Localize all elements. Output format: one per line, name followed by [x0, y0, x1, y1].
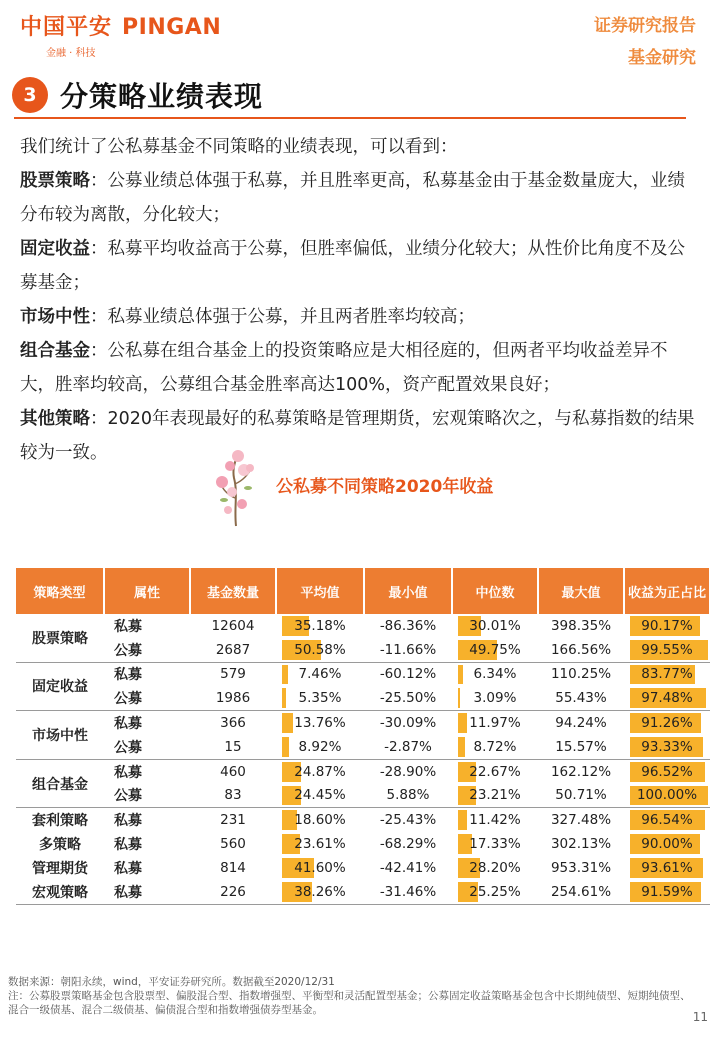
table-title: 公私募不同策略2020年收益	[276, 477, 494, 497]
cell-strategy-type: 市场中性	[16, 711, 104, 760]
cell-median	[452, 808, 538, 832]
cell-fund-count: 83	[190, 784, 276, 808]
cell-mean-value: 13.76%	[294, 715, 346, 732]
paragraph-text: ：公私募在组合基金上的投资策略应是大相径庭的，但两者平均收益差异不大，胜率均较高，公募组合基金胜率高达100%，资产配置效果良好；	[20, 341, 668, 395]
cell-mean-value: 41.60%	[294, 859, 346, 876]
cell-fund-count: 460	[220, 763, 246, 780]
section-title: 分策略业绩表现	[60, 80, 264, 113]
cell-median-value: 22.67%	[469, 763, 521, 780]
cell-min: -28.90%	[379, 763, 437, 780]
cell-mean-value: 50.58%	[294, 641, 346, 658]
logo-en: PINGAN	[122, 15, 222, 40]
cell-mean-value: 8.92%	[298, 738, 342, 755]
cell-mean-bar	[282, 665, 288, 685]
pingan-logo	[20, 10, 221, 59]
cell-mean	[276, 832, 364, 856]
cell-mean-bar	[282, 713, 293, 733]
paragraph-label: 股票策略	[20, 171, 90, 191]
fund-definition-note: 注：公募股票策略基金包含股票型、偏股混合型、指数增强型、平衡型和灵活配置型基金；公募固定收益策略基金包含中长期纯债型、短期纯债型、混合一级债基、混合二级债基、偏债混合型和指数增强债券型基金。	[8, 990, 691, 1016]
paragraph-fof	[20, 334, 700, 402]
table-row	[16, 808, 710, 832]
cell-attribute: 私募	[114, 764, 142, 781]
cell-max: 162.12%	[550, 763, 612, 780]
cell-strategy-type: 组合基金	[16, 759, 104, 808]
cell-attribute: 私募	[114, 860, 142, 877]
cell-mean	[276, 880, 364, 904]
cell-attribute: 私募	[114, 837, 142, 854]
paragraph-stock	[20, 164, 700, 232]
paragraph-label: 固定收益	[20, 239, 90, 259]
cell-fund-count: 366	[220, 715, 246, 732]
table-body	[16, 614, 710, 904]
cell-positive-ratio	[624, 662, 710, 686]
cell-attribute: 公募	[104, 638, 190, 662]
cell-attribute: 私募	[114, 813, 142, 830]
cell-median	[452, 638, 538, 662]
cell-positive-ratio-value: 96.54%	[641, 812, 693, 829]
cell-median	[452, 856, 538, 880]
paragraph-label: 组合基金	[20, 341, 90, 361]
cell-min: -11.66%	[364, 638, 452, 662]
table-row	[16, 735, 710, 759]
cell-mean	[276, 662, 364, 686]
table-row	[16, 614, 710, 638]
cell-mean-value: 7.46%	[298, 666, 342, 683]
strategy-returns-table	[16, 568, 711, 905]
paragraph-text: ：公募业绩总体强于私募，并且胜率更高，私募基金由于基金数量庞大，业绩分布较为离散，分化较大；	[20, 171, 685, 225]
cell-min: -86.36%	[379, 617, 437, 634]
cell-attribute: 公募	[104, 686, 190, 710]
cell-mean	[276, 614, 364, 638]
section-divider	[14, 117, 686, 119]
cell-median-value: 17.33%	[469, 836, 521, 853]
cell-mean	[276, 735, 364, 759]
cell-median-value: 49.75%	[469, 641, 521, 658]
cell-attribute: 私募	[114, 618, 142, 635]
cell-min: -42.41%	[379, 859, 437, 876]
cell-strategy-type: 套利策略	[32, 813, 88, 830]
cell-positive-ratio-value: 90.00%	[641, 836, 693, 853]
table-row	[16, 759, 710, 783]
cell-mean	[276, 638, 364, 662]
cell-mean-bar	[282, 737, 289, 757]
cell-strategy-type: 固定收益	[16, 662, 104, 711]
cell-mean	[276, 711, 364, 735]
table-row	[16, 711, 710, 735]
section-number-badge: 3	[12, 77, 48, 113]
cell-median	[452, 832, 538, 856]
cell-positive-ratio-value: 91.26%	[641, 715, 693, 732]
report-category	[594, 10, 696, 74]
cell-mean-value: 24.87%	[294, 763, 346, 780]
cell-max: 166.56%	[538, 638, 624, 662]
paragraph-label: 市场中性	[20, 307, 90, 327]
cell-mean	[276, 808, 364, 832]
cell-positive-ratio-value: 99.55%	[641, 641, 693, 658]
cell-max: 15.57%	[538, 735, 624, 759]
cell-strategy-type: 管理期货	[32, 860, 88, 877]
cell-min: -60.12%	[379, 666, 437, 683]
cell-fund-count: 226	[190, 880, 276, 904]
cell-median-value: 11.42%	[469, 812, 521, 829]
cell-median	[452, 711, 538, 735]
cell-mean-bar	[282, 688, 286, 708]
cell-max: 50.71%	[538, 784, 624, 808]
cell-median-bar	[458, 810, 467, 830]
cell-median-value: 28.20%	[469, 859, 521, 876]
cell-positive-ratio-value: 90.17%	[641, 617, 693, 634]
cell-fund-count: 579	[220, 666, 246, 683]
data-source-note: 数据来源：朝阳永续，wind，平安证券研究所。数据截至2020/12/31	[8, 976, 335, 988]
cell-strategy-type: 宏观策略	[16, 880, 104, 904]
cell-mean-value: 5.35%	[298, 690, 342, 707]
cell-min: 5.88%	[364, 784, 452, 808]
cell-median-value: 8.72%	[473, 738, 517, 755]
col-header-median: 中位数	[452, 568, 538, 614]
cell-positive-ratio-value: 96.52%	[641, 763, 693, 780]
cell-positive-ratio	[624, 832, 710, 856]
table-header-row	[16, 568, 710, 614]
cell-positive-ratio-value: 97.48%	[641, 690, 693, 707]
report-type: 证券研究报告	[594, 16, 696, 36]
col-header-type: 策略类型	[16, 568, 104, 614]
cell-positive-ratio-value: 100.00%	[636, 787, 698, 804]
cell-attribute: 私募	[114, 667, 142, 684]
cell-positive-ratio	[624, 880, 710, 904]
col-header-count: 基金数量	[190, 568, 276, 614]
cell-max: 254.61%	[538, 880, 624, 904]
cell-positive-ratio-value: 83.77%	[641, 666, 693, 683]
table-row	[16, 638, 710, 662]
cell-max: 327.48%	[550, 812, 612, 829]
cell-positive-ratio	[624, 856, 710, 880]
section-heading	[12, 75, 263, 115]
logo-tagline: 金融 · 科技	[46, 48, 96, 59]
cell-median	[452, 662, 538, 686]
cell-mean	[276, 686, 364, 710]
cell-min: -68.29%	[379, 836, 437, 853]
cell-mean-value: 18.60%	[294, 812, 346, 829]
table-row	[16, 856, 710, 880]
cell-mean	[276, 784, 364, 808]
paragraph-text: ：私募平均收益高于公募，但胜率偏低，业绩分化较大；从性价比角度不及公募基金；	[20, 239, 685, 293]
col-header-max: 最大值	[538, 568, 624, 614]
cell-positive-ratio	[624, 711, 710, 735]
cell-strategy-type: 股票策略	[16, 614, 104, 662]
col-header-positive-ratio: 收益为正占比	[624, 568, 710, 614]
table-row	[16, 832, 710, 856]
cell-min: -25.50%	[364, 686, 452, 710]
cell-max: 110.25%	[550, 666, 612, 683]
cell-mean-value: 24.45%	[294, 787, 346, 804]
cell-fund-count: 560	[220, 836, 246, 853]
cell-fund-count: 2687	[190, 638, 276, 662]
cell-median-value: 30.01%	[469, 617, 521, 634]
paragraph-fixed-income	[20, 232, 700, 300]
cell-max: 55.43%	[538, 686, 624, 710]
paragraph-text: ：2020年表现最好的私募策略是管理期货，宏观策略次之，与私募指数的结果较为一致。	[20, 409, 695, 463]
cell-positive-ratio	[624, 638, 710, 662]
paragraph-text: ：私募业绩总体强于公募，并且两者胜率均较高；	[90, 307, 475, 327]
table-row	[16, 880, 710, 904]
cell-min: -25.43%	[379, 812, 437, 829]
cell-positive-ratio	[624, 686, 710, 710]
cell-median	[452, 880, 538, 904]
table-row	[16, 662, 710, 686]
paragraph-label: 其他策略	[20, 409, 90, 429]
cell-median-value: 23.21%	[469, 787, 521, 804]
cell-fund-count: 231	[220, 812, 246, 829]
cell-median-value: 25.25%	[469, 883, 521, 900]
cell-median-value: 11.97%	[469, 715, 521, 732]
cell-positive-ratio-value: 91.59%	[641, 883, 693, 900]
cell-fund-count: 12604	[211, 617, 255, 634]
body-text	[20, 130, 700, 470]
cell-max: 398.35%	[550, 617, 612, 634]
paragraph-market-neutral	[20, 300, 700, 334]
cell-min: -30.09%	[379, 715, 437, 732]
cell-median-value: 3.09%	[473, 690, 517, 707]
cell-mean-value: 38.26%	[294, 883, 346, 900]
cell-median-value: 6.34%	[473, 666, 517, 683]
flower-decoration-icon	[212, 448, 260, 528]
cell-positive-ratio	[624, 735, 710, 759]
footer-notes	[8, 975, 698, 1017]
cell-max: 94.24%	[555, 715, 607, 732]
cell-mean	[276, 856, 364, 880]
cell-positive-ratio	[624, 808, 710, 832]
cell-median	[452, 735, 538, 759]
cell-positive-ratio-value: 93.33%	[641, 738, 693, 755]
cell-attribute: 公募	[104, 784, 190, 808]
cell-fund-count: 814	[220, 859, 246, 876]
col-header-mean: 平均值	[276, 568, 364, 614]
cell-median-bar	[458, 665, 463, 685]
table-row	[16, 686, 710, 710]
paragraph-other	[20, 402, 700, 470]
logo-cn: 中国平安	[20, 15, 113, 40]
cell-median-bar	[458, 688, 460, 708]
cell-positive-ratio	[624, 759, 710, 783]
col-header-min: 最小值	[364, 568, 452, 614]
cell-attribute: 公募	[104, 735, 190, 759]
cell-median	[452, 614, 538, 638]
cell-attribute: 私募	[104, 880, 190, 904]
cell-median	[452, 784, 538, 808]
page-number: 11	[692, 1010, 708, 1024]
cell-fund-count: 15	[190, 735, 276, 759]
cell-positive-ratio	[624, 614, 710, 638]
cell-min: -31.46%	[364, 880, 452, 904]
cell-mean-value: 35.18%	[294, 617, 346, 634]
cell-median	[452, 686, 538, 710]
cell-strategy-type: 多策略	[39, 837, 81, 854]
cell-median-bar	[458, 737, 465, 757]
cell-positive-ratio-value: 93.61%	[641, 859, 693, 876]
cell-max: 302.13%	[550, 836, 612, 853]
cell-max: 953.31%	[550, 859, 612, 876]
cell-attribute: 私募	[114, 716, 142, 733]
cell-mean-value: 23.61%	[294, 836, 346, 853]
cell-median	[452, 759, 538, 783]
cell-min: -2.87%	[364, 735, 452, 759]
cell-median-bar	[458, 713, 467, 733]
report-subtype: 基金研究	[628, 48, 696, 68]
cell-mean	[276, 759, 364, 783]
table-row	[16, 784, 710, 808]
cell-fund-count: 1986	[190, 686, 276, 710]
intro-paragraph: 我们统计了公私募基金不同策略的业绩表现，可以看到：	[20, 137, 458, 157]
cell-positive-ratio	[624, 784, 710, 808]
col-header-attr: 属性	[104, 568, 190, 614]
